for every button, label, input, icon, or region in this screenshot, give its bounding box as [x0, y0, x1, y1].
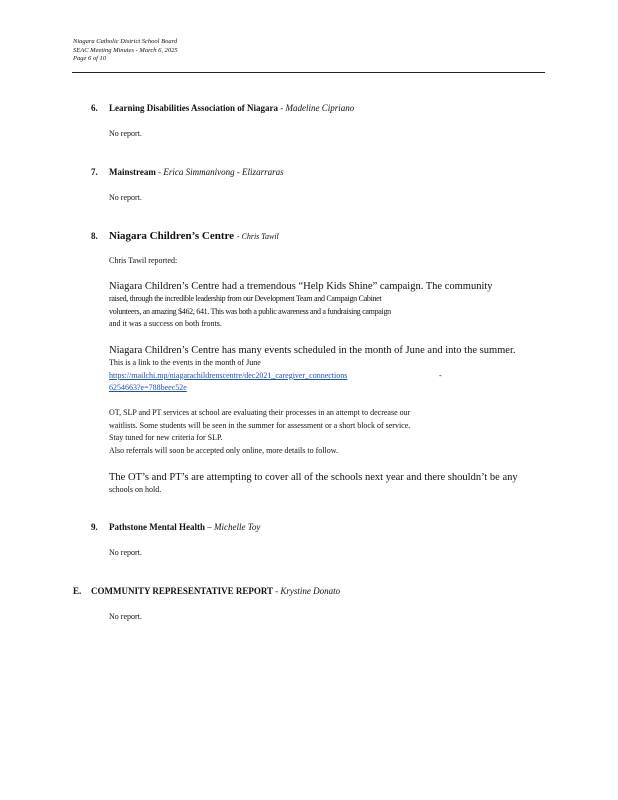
section-7-report: No report. [109, 193, 142, 202]
ncc-coverage-paragraph [109, 471, 564, 497]
link-dash: - [439, 370, 442, 380]
section-e-report: No report. [109, 612, 142, 621]
section-number: 9. [91, 522, 98, 532]
header-rule [72, 72, 545, 73]
section-number: 8. [91, 231, 98, 241]
section-number: 7. [91, 167, 98, 177]
section-title: Niagara Children’s Centre [109, 230, 235, 242]
events-link[interactable]: https://mailchi.mp/niagarachildrenscentre/dec2021_caregiver_connections [109, 370, 348, 380]
header-board: Niagara Catholic District School Board [73, 38, 178, 45]
ncc-campaign-paragraph [109, 280, 564, 331]
section-title: COMMUNITY REPRESENTATIVE REPORT [91, 586, 273, 596]
ncc-campaign-line: volunteers, an amazing $462, 641. This was both a public awareness and a fundraising campaign [109, 306, 391, 316]
section-title: Mainstream [109, 167, 156, 177]
events-link-continued[interactable]: 6254663?e=788beec52e [109, 383, 187, 392]
ncc-coverage-line: The OT’s and PT’s are attempting to cover all of the schools next year and there shouldn’t be any [109, 472, 518, 483]
section-presenter: - Erica Simmanivong - Elizarraras [158, 167, 284, 177]
section-presenter: – Michelle Toy [207, 522, 261, 532]
section-title: Pathstone Mental Health [109, 522, 205, 532]
ncc-coverage-line: schools on hold. [109, 485, 162, 494]
section-presenter: - Chris Tawil [236, 232, 279, 241]
section-e-heading [73, 586, 341, 596]
ncc-events-line: Niagara Children’s Centre has many events scheduled in the month of June and into the summer. [109, 345, 516, 356]
header-meeting: SEAC Meeting Minutes - March 6, 2025 [73, 46, 178, 54]
section-9-report: No report. [109, 548, 142, 557]
ncc-campaign-line: raised, through the incredible leadership from our Development Team and Campaign Cabinet [109, 294, 382, 303]
ncc-services-line: Stay tuned for new criteria for SLP. [109, 433, 223, 442]
page-header [73, 38, 178, 64]
ncc-events-paragraph [109, 344, 564, 395]
section-7-heading [91, 167, 284, 177]
section-6-report: No report. [109, 129, 142, 138]
ncc-services-line: OT, SLP and PT services at school are evaluating their processes in an attempt to decrease our [109, 408, 411, 417]
header-page: Page 6 of 10 [73, 55, 107, 62]
ncc-services-line: Also referrals will soon be accepted only online, more details to follow. [109, 445, 338, 455]
ncc-campaign-line: and it was a success on both fronts. [109, 319, 222, 328]
ncc-campaign-line: Niagara Children’s Centre had a tremendous “Help Kids Shine” campaign. The community [109, 281, 493, 292]
section-number: 6. [91, 103, 98, 113]
ncc-services-paragraph [109, 407, 564, 457]
section-presenter: - Krystine Donato [275, 586, 341, 596]
section-title: Learning Disabilities Association of Niagara [109, 103, 279, 113]
section-presenter: - Madeline Cipriano [280, 103, 355, 113]
section-letter: E. [73, 586, 82, 596]
ncc-events-line: This is a link to the events in the month of June [109, 358, 261, 367]
section-8-heading [91, 230, 279, 242]
ncc-services-line: waitlists. Some students will be seen in the summer for assessment or a short block of service. [109, 420, 411, 430]
section-6-heading [91, 103, 355, 113]
section-9-heading [91, 522, 261, 532]
section-8-report: Chris Tawil reported: [109, 256, 178, 265]
